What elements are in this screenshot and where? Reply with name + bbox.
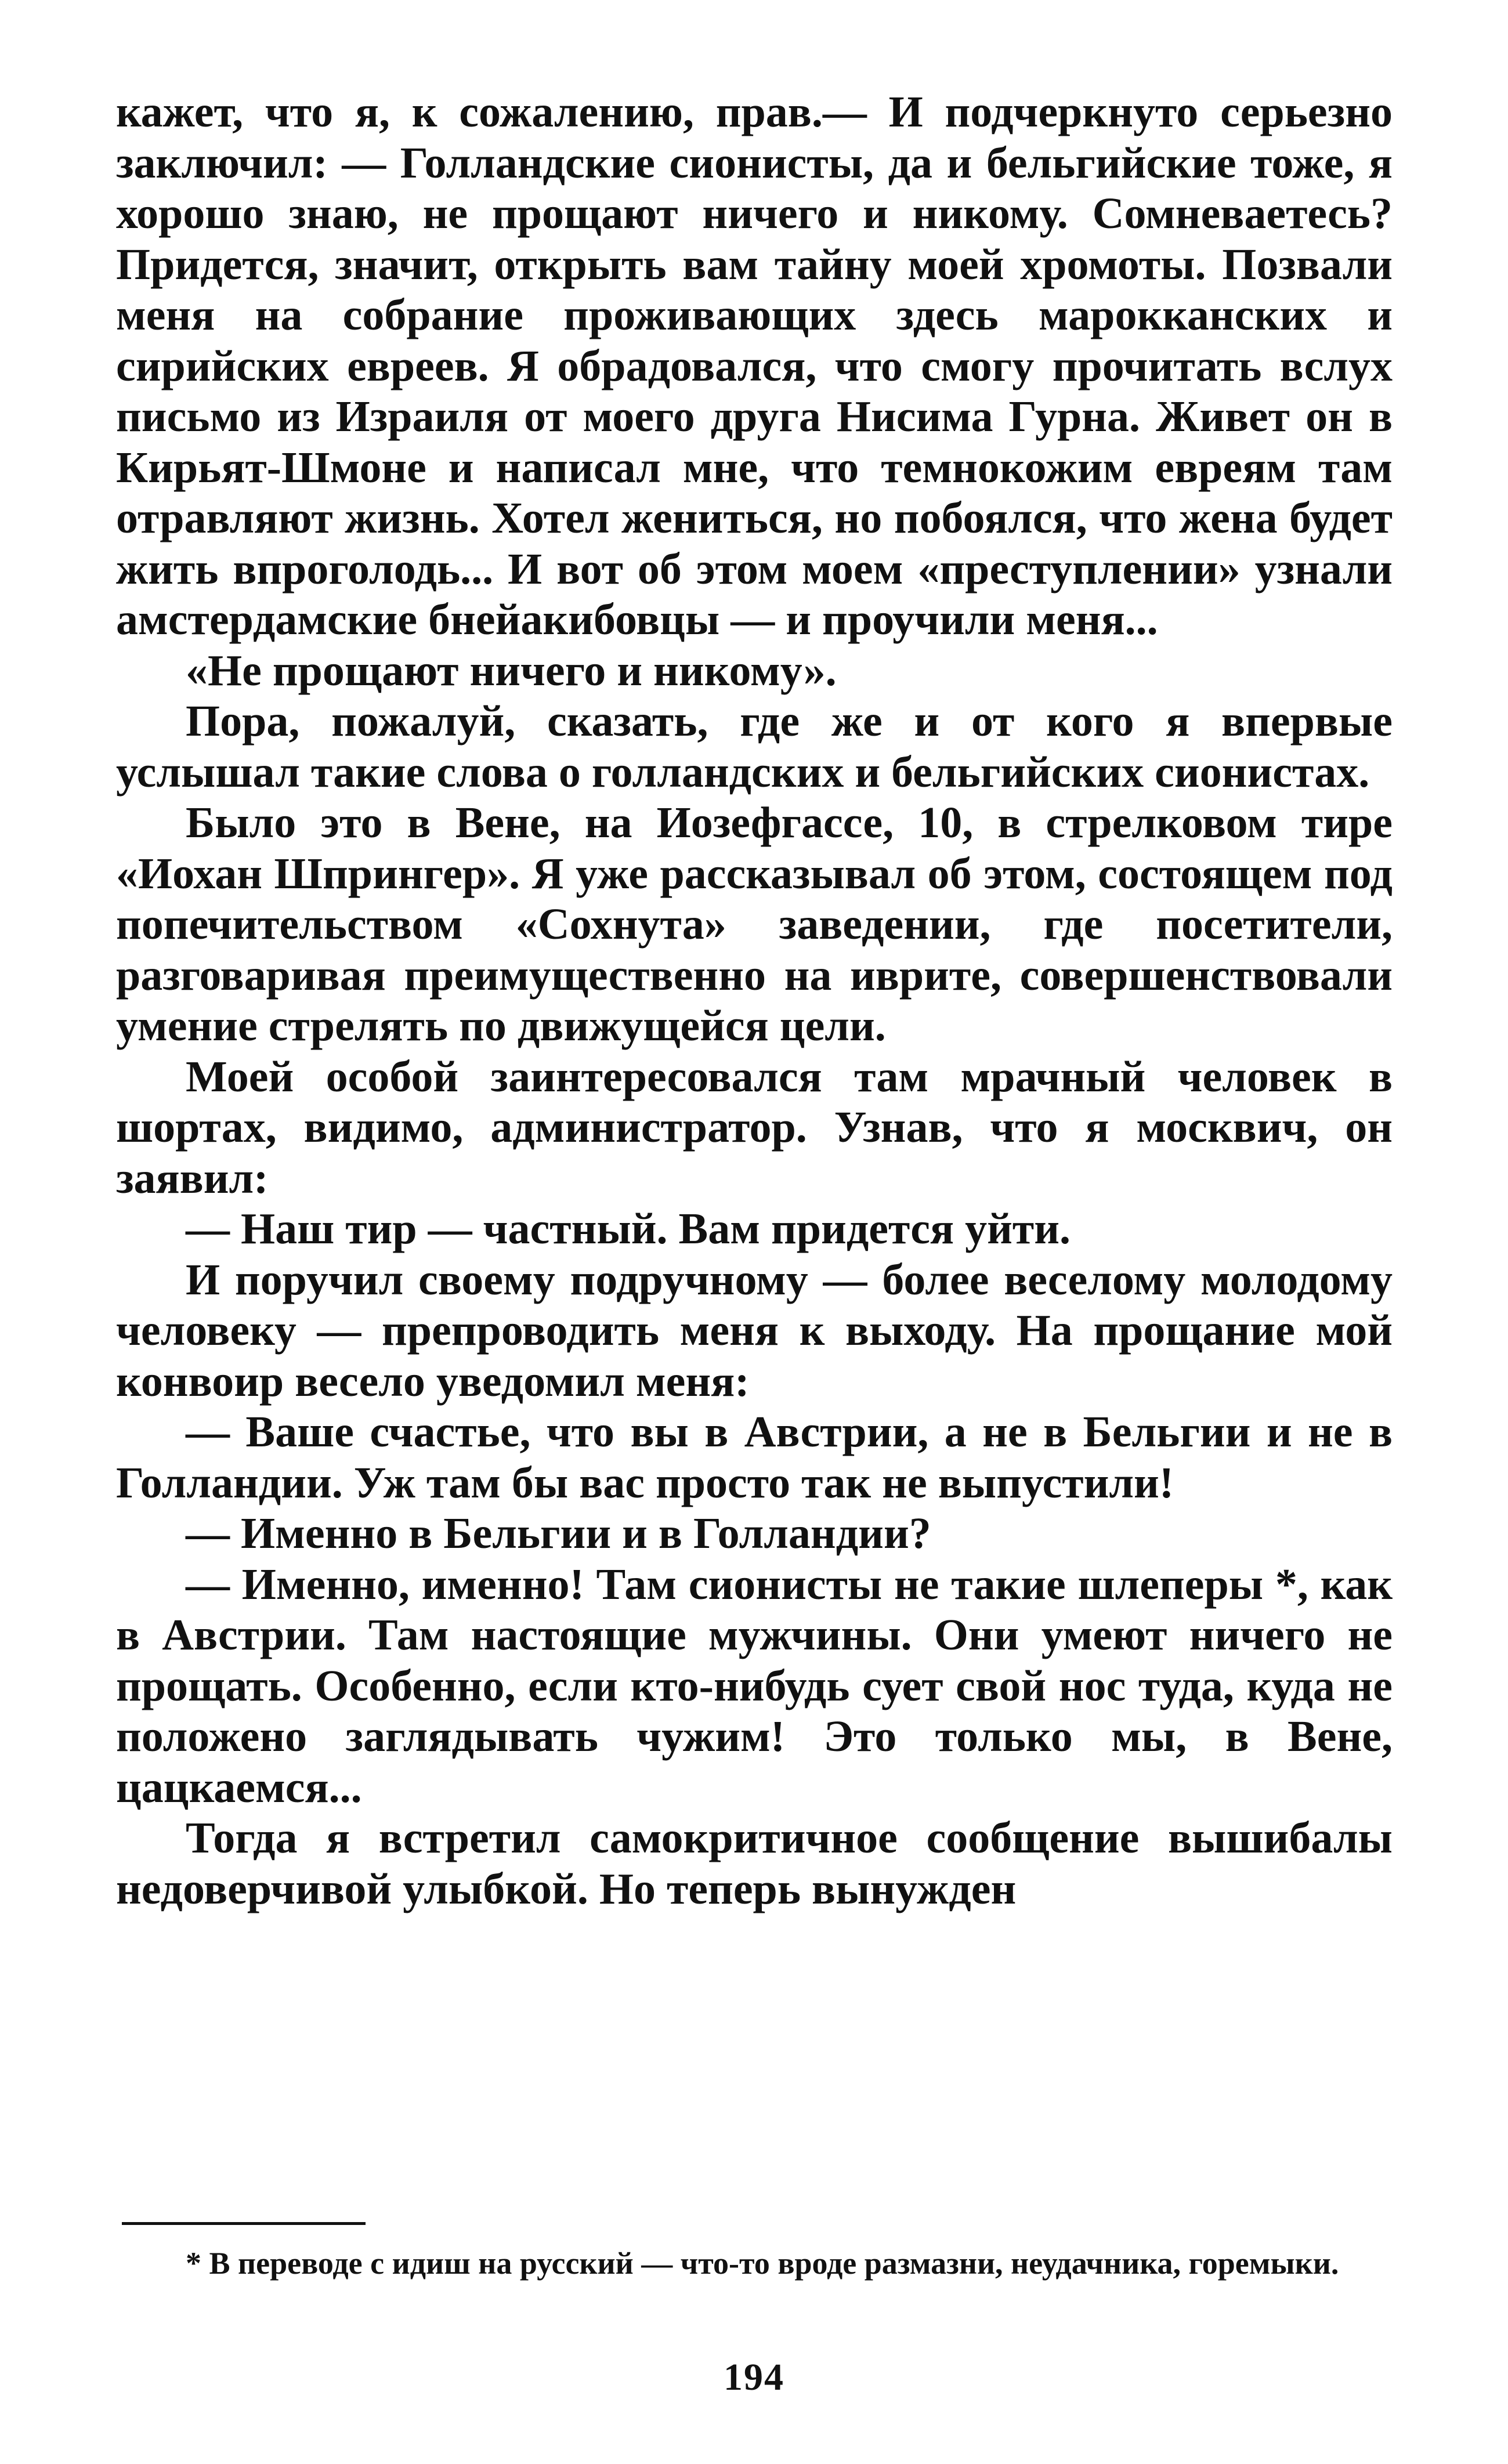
paragraph-4: Было это в Вене, на Иозефгассе, 10, в стрелковом тире «Иохан Шпрингер». Я уже рассказывал об этом, состоящем под попечительством «Сохнута» заведении, где посетители, разговаривая преимущественно на иврите, совершенствовали умение стрелять по движущейся цели. bbox=[116, 798, 1393, 1050]
paragraph-10: — Именно, именно! Там сионисты не такие шлеперы *, как в Австрии. Там настоящие мужчины. Они умеют ничего не прощать. Особенно, если кто-нибудь сует свой нос туда, куда не положено заглядывать чужим! Это только мы, в Вене, цацкаемся... bbox=[116, 1560, 1393, 1812]
paragraph-2: «Не прощают ничего и никому». bbox=[186, 646, 837, 695]
paragraph-1: кажет, что я, к сожалению, прав.— И подчеркнуто серьезно заключил: — Голландские сионисты, да и бельгийские тоже, я хорошо знаю, не прощают ничего и никому. Сомневаетесь? Придется, значит, открыть вам тайну моей хромоты. Позвали меня на собрание проживающих здесь марокканских и сирийских евреев. Я обрадовался, что смогу прочитать вслух письмо из Израиля от моего друга Нисима Гурна. Живет он в Кирьят-Шмоне и написал мне, что темнокожим евреям там отравляют жизнь. Хотел жениться, но побоялся, что жена будет жить впроголодь... И вот об этом моем «преступлении» узнали амстердамские бнейакибовцы — и проучили меня... bbox=[116, 88, 1393, 644]
paragraph-9: — Именно в Бельгии и в Голландии? bbox=[186, 1509, 931, 1558]
footnote-divider bbox=[122, 2222, 366, 2225]
paragraph-5: Моей особой заинтересовался там мрачный человек в шортах, видимо, администратор. Узнав, что я москвич, он заявил: bbox=[116, 1052, 1393, 1203]
paragraph-8: — Ваше счастье, что вы в Австрии, а не в Бельгии и не в Голландии. Уж там бы вас просто так не выпустили! bbox=[116, 1408, 1393, 1507]
main-text bbox=[116, 87, 1393, 1915]
footnote: * В переводе с идиш на русский — что-то вроде размазни, неудачника, горемыки. bbox=[186, 2246, 1339, 2281]
paragraph-7: И поручил своему подручному — более веселому молодому человеку — препроводить меня к выходу. На прощание мой конвоир весело уведомил меня: bbox=[116, 1255, 1393, 1406]
paragraph-6: — Наш тир — частный. Вам придется уйти. bbox=[186, 1204, 1071, 1253]
paragraph-11: Тогда я встретил самокритичное сообщение вышибалы недоверчивой улыбкой. Но теперь вынужден bbox=[116, 1814, 1393, 1913]
page-number: 194 bbox=[724, 2356, 784, 2398]
paragraph-3: Пора, пожалуй, сказать, где же и от кого я впервые услышал такие слова о голландских и бельгийских сионистах. bbox=[116, 697, 1393, 797]
